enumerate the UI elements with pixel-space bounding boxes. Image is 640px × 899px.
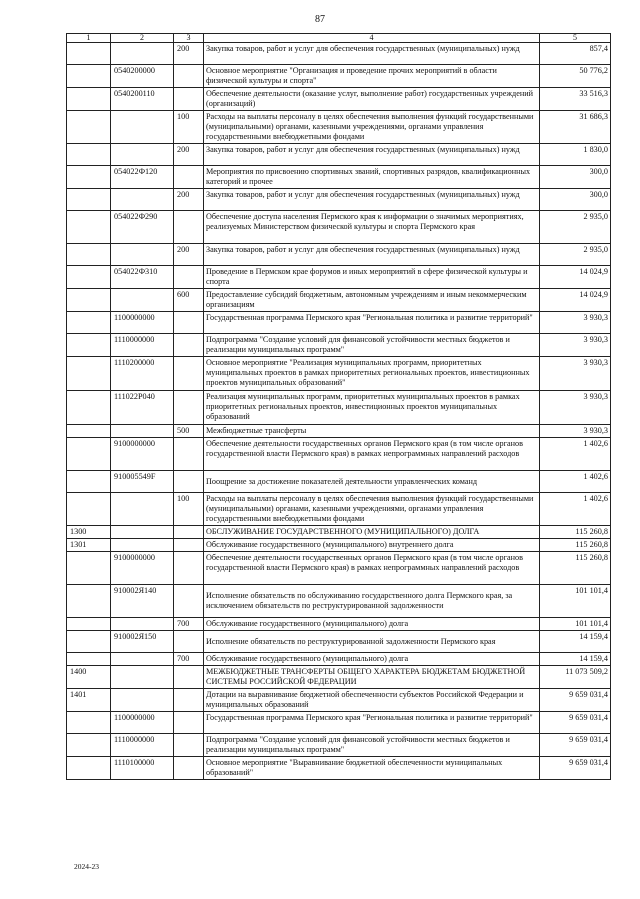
description-cell: Основное мероприятие "Реализация муниципальных программ, приоритетных муниципальных проектов в рамках приоритетных региональных проектов, инвестиционных проектов муниципальных образований"	[204, 357, 540, 391]
target-article-cell	[111, 653, 174, 666]
section-cell: 1401	[67, 689, 111, 712]
column-header: 2	[111, 34, 174, 43]
description-cell: Обеспечение деятельности государственных органов Пермского края (в том числе органов государственной власти Пермского края) в рамках непрограммных направлений расходов	[204, 552, 540, 585]
section-cell	[67, 211, 111, 244]
table-row	[67, 111, 611, 144]
section-cell	[67, 757, 111, 780]
description-cell: Расходы на выплаты персоналу в целях обеспечения выполнения функций государственными (муниципальными) органами, казенными учреждениями, органами управления государственными внебюджетными фондами	[204, 111, 540, 144]
target-article-cell: 111022Р040	[111, 391, 174, 425]
target-article-cell: 1110200000	[111, 357, 174, 391]
target-article-cell: 0540200110	[111, 88, 174, 111]
table-row	[67, 666, 611, 689]
table-row	[67, 312, 611, 334]
amount-cell: 101 101,4	[540, 585, 611, 618]
description-cell: Подпрограмма "Создание условий для финансовой устойчивости местных бюджетов и реализации муниципальных программ"	[204, 334, 540, 357]
expense-type-cell: 100	[174, 493, 204, 526]
description-cell: Закупка товаров, работ и услуг для обеспечения государственных (муниципальных) нужд	[204, 189, 540, 211]
amount-cell: 300,0	[540, 189, 611, 211]
amount-cell: 115 260,8	[540, 539, 611, 552]
table-row	[67, 618, 611, 631]
table-row	[67, 425, 611, 438]
section-cell	[67, 471, 111, 493]
table-row	[67, 357, 611, 391]
target-article-cell: 9100000000	[111, 438, 174, 471]
amount-cell: 3 930,3	[540, 312, 611, 334]
section-cell	[67, 653, 111, 666]
expense-type-cell	[174, 357, 204, 391]
expense-type-cell: 700	[174, 618, 204, 631]
target-article-cell	[111, 425, 174, 438]
table-row	[67, 266, 611, 289]
expense-type-cell: 700	[174, 653, 204, 666]
table-row	[67, 471, 611, 493]
amount-cell: 14 159,4	[540, 653, 611, 666]
budget-table	[66, 33, 611, 780]
section-cell	[67, 166, 111, 189]
description-cell: Поощрение за достижение показателей деятельности управленческих команд	[204, 471, 540, 493]
section-cell	[67, 144, 111, 166]
target-article-cell: 1110000000	[111, 734, 174, 757]
description-cell: Обслуживание государственного (муниципального) долга	[204, 618, 540, 631]
table-row	[67, 734, 611, 757]
target-article-cell	[111, 289, 174, 312]
target-article-cell	[111, 539, 174, 552]
expense-type-cell	[174, 526, 204, 539]
table-row	[67, 526, 611, 539]
section-cell	[67, 618, 111, 631]
target-article-cell: 1100000000	[111, 312, 174, 334]
target-article-cell	[111, 666, 174, 689]
table-row	[67, 653, 611, 666]
description-cell: Основное мероприятие "Выравнивание бюджетной обеспеченности муниципальных образований"	[204, 757, 540, 780]
section-cell	[67, 189, 111, 211]
column-header: 4	[204, 34, 540, 43]
section-cell	[67, 734, 111, 757]
description-cell: МЕЖБЮДЖЕТНЫЕ ТРАНСФЕРТЫ ОБЩЕГО ХАРАКТЕРА БЮДЖЕТАМ БЮДЖЕТНОЙ СИСТЕМЫ РОССИЙСКОЙ ФЕДЕРАЦИИ	[204, 666, 540, 689]
table-row	[67, 244, 611, 266]
table-row	[67, 65, 611, 88]
table-row	[67, 552, 611, 585]
table-row	[67, 631, 611, 653]
table-header-row	[67, 34, 611, 43]
description-cell: Закупка товаров, работ и услуг для обеспечения государственных (муниципальных) нужд	[204, 43, 540, 65]
amount-cell: 300,0	[540, 166, 611, 189]
amount-cell: 3 930,3	[540, 357, 611, 391]
amount-cell: 14 024,9	[540, 289, 611, 312]
description-cell: Исполнение обязательств по реструктурированной задолженности Пермского края	[204, 631, 540, 653]
section-cell	[67, 425, 111, 438]
expense-type-cell	[174, 166, 204, 189]
description-cell: Обеспечение деятельности (оказание услуг, выполнение работ) государственных учреждений (организаций)	[204, 88, 540, 111]
section-cell: 1301	[67, 539, 111, 552]
description-cell: Исполнение обязательств по обслуживанию государственного долга Пермского края, за исключением обязательств по реструктурированной задолженности	[204, 585, 540, 618]
expense-type-cell	[174, 631, 204, 653]
section-cell	[67, 631, 111, 653]
amount-cell: 33 516,3	[540, 88, 611, 111]
section-cell	[67, 391, 111, 425]
description-cell: Межбюджетные трансферты	[204, 425, 540, 438]
column-header: 5	[540, 34, 611, 43]
expense-type-cell	[174, 552, 204, 585]
section-cell	[67, 65, 111, 88]
amount-cell: 2 935,0	[540, 244, 611, 266]
expense-type-cell	[174, 65, 204, 88]
description-cell: Закупка товаров, работ и услуг для обеспечения государственных (муниципальных) нужд	[204, 244, 540, 266]
expense-type-cell: 200	[174, 144, 204, 166]
target-article-cell	[111, 618, 174, 631]
target-article-cell	[111, 493, 174, 526]
expense-type-cell	[174, 689, 204, 712]
expense-type-cell: 200	[174, 189, 204, 211]
table-row	[67, 43, 611, 65]
amount-cell: 3 930,3	[540, 391, 611, 425]
target-article-cell: 0540200000	[111, 65, 174, 88]
amount-cell: 1 402,6	[540, 438, 611, 471]
expense-type-cell	[174, 539, 204, 552]
description-cell: Государственная программа Пермского края "Региональная политика и развитие территорий"	[204, 312, 540, 334]
amount-cell: 9 659 031,4	[540, 712, 611, 734]
expense-type-cell	[174, 666, 204, 689]
section-cell	[67, 88, 111, 111]
target-article-cell: 054022Ф310	[111, 266, 174, 289]
amount-cell: 3 930,3	[540, 425, 611, 438]
table-row	[67, 757, 611, 780]
table-row	[67, 88, 611, 111]
section-cell	[67, 712, 111, 734]
amount-cell: 115 260,8	[540, 526, 611, 539]
description-cell: Проведение в Пермском крае форумов и иных мероприятий в сфере физической культуры и спорта	[204, 266, 540, 289]
description-cell: ОБСЛУЖИВАНИЕ ГОСУДАРСТВЕННОГО (МУНИЦИПАЛЬНОГО) ДОЛГА	[204, 526, 540, 539]
description-cell: Подпрограмма "Создание условий для финансовой устойчивости местных бюджетов и реализации муниципальных программ"	[204, 734, 540, 757]
section-cell	[67, 438, 111, 471]
target-article-cell: 910002Я140	[111, 585, 174, 618]
description-cell: Мероприятия по присвоению спортивных званий, спортивных разрядов, квалификационных категорий и прочее	[204, 166, 540, 189]
table-row	[67, 493, 611, 526]
amount-cell: 1 402,6	[540, 493, 611, 526]
section-cell	[67, 111, 111, 144]
expense-type-cell	[174, 266, 204, 289]
expense-type-cell: 200	[174, 43, 204, 65]
expense-type-cell	[174, 585, 204, 618]
expense-type-cell	[174, 211, 204, 244]
target-article-cell: 1100000000	[111, 712, 174, 734]
expense-type-cell	[174, 712, 204, 734]
section-cell	[67, 334, 111, 357]
amount-cell: 115 260,8	[540, 552, 611, 585]
description-cell: Расходы на выплаты персоналу в целях обеспечения выполнения функций государственными (муниципальными) органами, казенными учреждениями, органами управления государственными внебюджетными фондами	[204, 493, 540, 526]
target-article-cell	[111, 43, 174, 65]
table-row	[67, 189, 611, 211]
target-article-cell	[111, 689, 174, 712]
column-header: 1	[67, 34, 111, 43]
table-row	[67, 289, 611, 312]
description-cell: Основное мероприятие "Организация и проведение прочих мероприятий в области физической культуры и спорта"	[204, 65, 540, 88]
amount-cell: 9 659 031,4	[540, 734, 611, 757]
section-cell	[67, 289, 111, 312]
description-cell: Обеспечение доступа населения Пермского края к информации о значимых мероприятиях, реализуемых Министерством физической культуры и спорта Пермского края	[204, 211, 540, 244]
amount-cell: 101 101,4	[540, 618, 611, 631]
amount-cell: 31 686,3	[540, 111, 611, 144]
section-cell	[67, 552, 111, 585]
amount-cell: 50 776,2	[540, 65, 611, 88]
expense-type-cell: 100	[174, 111, 204, 144]
page-number: 87	[315, 14, 325, 25]
target-article-cell	[111, 244, 174, 266]
target-article-cell	[111, 111, 174, 144]
description-cell: Закупка товаров, работ и услуг для обеспечения государственных (муниципальных) нужд	[204, 144, 540, 166]
description-cell: Обслуживание государственного (муниципального) внутреннего долга	[204, 539, 540, 552]
expense-type-cell	[174, 471, 204, 493]
section-cell	[67, 585, 111, 618]
table-row	[67, 539, 611, 552]
table-row	[67, 211, 611, 244]
section-cell	[67, 244, 111, 266]
amount-cell: 1 830,0	[540, 144, 611, 166]
amount-cell: 11 073 509,2	[540, 666, 611, 689]
target-article-cell: 1110000000	[111, 334, 174, 357]
target-article-cell	[111, 144, 174, 166]
target-article-cell: 1110100000	[111, 757, 174, 780]
target-article-cell: 9100000000	[111, 552, 174, 585]
expense-type-cell	[174, 734, 204, 757]
section-cell: 1400	[67, 666, 111, 689]
amount-cell: 9 659 031,4	[540, 757, 611, 780]
section-cell: 1300	[67, 526, 111, 539]
table-row	[67, 166, 611, 189]
amount-cell: 857,4	[540, 43, 611, 65]
table-row	[67, 689, 611, 712]
amount-cell: 14 159,4	[540, 631, 611, 653]
amount-cell: 9 659 031,4	[540, 689, 611, 712]
description-cell: Обслуживание государственного (муниципального) долга	[204, 653, 540, 666]
expense-type-cell	[174, 334, 204, 357]
target-article-cell: 910002Я150	[111, 631, 174, 653]
description-cell: Государственная программа Пермского края "Региональная политика и развитие территорий"	[204, 712, 540, 734]
section-cell	[67, 266, 111, 289]
section-cell	[67, 493, 111, 526]
expense-type-cell	[174, 391, 204, 425]
amount-cell: 1 402,6	[540, 471, 611, 493]
target-article-cell	[111, 526, 174, 539]
table-row	[67, 391, 611, 425]
description-cell: Реализация муниципальных программ, приоритетных муниципальных проектов в рамках приоритетных региональных проектов, инвестиционных проектов муниципальных образований	[204, 391, 540, 425]
target-article-cell: 054022Ф290	[111, 211, 174, 244]
expense-type-cell	[174, 312, 204, 334]
expense-type-cell: 200	[174, 244, 204, 266]
amount-cell: 2 935,0	[540, 211, 611, 244]
expense-type-cell	[174, 757, 204, 780]
table-row	[67, 585, 611, 618]
expense-type-cell: 600	[174, 289, 204, 312]
description-cell: Предоставление субсидий бюджетным, автономным учреждениям и иным некоммерческим организациям	[204, 289, 540, 312]
expense-type-cell: 500	[174, 425, 204, 438]
amount-cell: 3 930,3	[540, 334, 611, 357]
section-cell	[67, 357, 111, 391]
amount-cell: 14 024,9	[540, 266, 611, 289]
expense-type-cell	[174, 88, 204, 111]
target-article-cell: 054022Ф120	[111, 166, 174, 189]
table-row	[67, 334, 611, 357]
table-row	[67, 144, 611, 166]
footer-code: 2024-23	[74, 862, 99, 871]
section-cell	[67, 312, 111, 334]
column-header: 3	[174, 34, 204, 43]
expense-type-cell	[174, 438, 204, 471]
description-cell: Дотации на выравнивание бюджетной обеспеченности субъектов Российской Федерации и муниципальных образований	[204, 689, 540, 712]
table-row	[67, 712, 611, 734]
target-article-cell	[111, 189, 174, 211]
section-cell	[67, 43, 111, 65]
target-article-cell: 910005549F	[111, 471, 174, 493]
table-row	[67, 438, 611, 471]
description-cell: Обеспечение деятельности государственных органов Пермского края (в том числе органов государственной власти Пермского края) в рамках непрограммных направлений расходов	[204, 438, 540, 471]
